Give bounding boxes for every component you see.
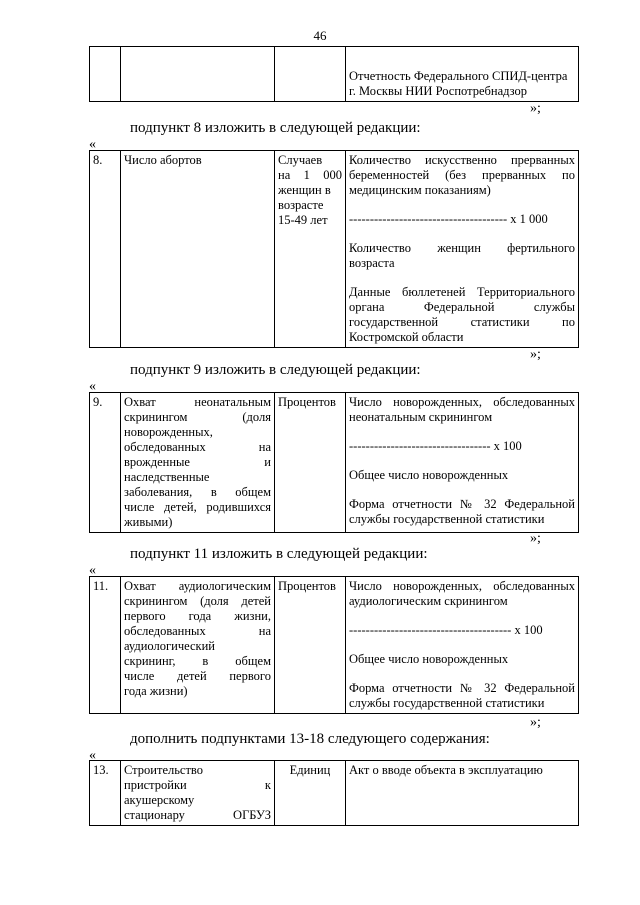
formula-line: Число новорожденных, обследованных: [349, 579, 575, 593]
source-line: Отчетность Федерального СПИД-центра: [349, 69, 568, 83]
row-number: 9.: [90, 393, 121, 533]
indicator-line: скринингом (доля: [124, 410, 271, 424]
formula-line: беременностей (без прерванных по: [349, 168, 575, 182]
indicator-line: Строительство: [124, 763, 204, 777]
indicator-line: живыми): [124, 515, 173, 529]
section-heading: подпункт 11 изложить в следующей редакции:: [130, 546, 428, 562]
formula-line: Общее число новорожденных: [349, 652, 509, 666]
source-line: органа Федеральной службы: [349, 300, 575, 314]
table-section-9: [89, 392, 579, 533]
indicator-line: скринингом (доля детей: [124, 594, 271, 608]
indicator-line: стационару ОГБУЗ: [124, 808, 271, 822]
indicator-line: акушерскому: [124, 793, 195, 807]
indicator-line: обследованных на: [124, 440, 271, 454]
open-quote: «: [89, 748, 96, 763]
source-line: Форма отчетности № 32 Федеральной: [349, 681, 575, 695]
section-heading: подпункт 9 изложить в следующей редакции:: [130, 362, 421, 378]
source-line: Форма отчетности № 32 Федеральной: [349, 497, 575, 511]
formula-line: Общее число новорожденных: [349, 468, 509, 482]
table-row: [90, 577, 579, 714]
formula-line: аудиологическим скринингом: [349, 594, 508, 608]
top-table: [89, 46, 579, 102]
indicator-line: Охват аудиологическим: [124, 579, 271, 593]
table-row: [90, 761, 579, 826]
indicator-line: аудиологический: [124, 639, 215, 653]
table-section-11: [89, 576, 579, 714]
formula-line: медицинским показаниям): [349, 183, 491, 197]
indicator-line: заболевания, в общем: [124, 485, 271, 499]
open-quote: «: [89, 563, 96, 578]
indicator-line: Охват неонатальным: [124, 395, 271, 409]
close-quote: »;: [530, 101, 541, 116]
formula-line: неонатальным скринингом: [349, 410, 493, 424]
page-number: 46: [313, 28, 327, 43]
formula-line: Количество женщин фертильного: [349, 241, 575, 255]
row-number: 11.: [90, 577, 121, 714]
indicator-line: скрининг, в общем: [124, 654, 271, 668]
indicator-line: первого года жизни,: [124, 609, 271, 623]
row-number: 8.: [90, 151, 121, 348]
close-quote: »;: [530, 715, 541, 730]
formula-line: Количество искусственно прерванных: [349, 153, 575, 167]
fraction-line: -------------------------------------- х 1 000: [349, 212, 548, 226]
open-quote: «: [89, 137, 96, 152]
indicator-line: Число абортов: [124, 153, 202, 167]
source-line: государственной статистики по: [349, 315, 575, 329]
fraction-line: ---------------------------------- х 100: [349, 439, 522, 453]
source-line: Данные бюллетеней Территориального: [349, 285, 575, 299]
indicator-line: обследованных на: [124, 624, 271, 638]
unit-line: женщин в: [278, 183, 331, 197]
table-row: [90, 393, 579, 533]
source-line: г. Москвы НИИ Роспотребнадзор: [349, 84, 527, 98]
source-line: Костромской области: [349, 330, 464, 344]
close-quote: »;: [530, 347, 541, 362]
unit-line: Процентов: [278, 395, 336, 409]
indicator-line: пристройки к: [124, 778, 271, 792]
formula-line: Число новорожденных, обследованных: [349, 395, 575, 409]
fraction-line: --------------------------------------- х 100: [349, 623, 543, 637]
unit-line: Случаев: [278, 153, 323, 167]
section-heading: подпункт 8 изложить в следующей редакции:: [130, 120, 421, 136]
unit-line: на 1 000: [278, 168, 342, 182]
close-quote: »;: [530, 531, 541, 546]
indicator-line: новорожденных,: [124, 425, 213, 439]
table-section-8: [89, 150, 579, 348]
indicator-line: врожденные и: [124, 455, 271, 469]
open-quote: «: [89, 379, 96, 394]
indicator-line: года жизни): [124, 684, 188, 698]
row-number: 13.: [90, 761, 121, 826]
unit-line: Процентов: [278, 579, 336, 593]
source-line: Акт о вводе объекта в эксплуатацию: [349, 763, 543, 777]
formula-line: возраста: [349, 256, 395, 270]
unit-line: возрасте: [278, 198, 324, 212]
unit-line: Единиц: [289, 763, 331, 777]
table-row: [90, 151, 579, 348]
indicator-line: числе детей первого: [124, 669, 271, 683]
table-row: [90, 47, 579, 102]
indicator-line: числе детей, родившихся: [124, 500, 271, 514]
section-heading: дополнить подпунктами 13-18 следующего содержания:: [130, 731, 490, 747]
table-section-13: [89, 760, 579, 826]
unit-line: 15-49 лет: [278, 213, 328, 227]
source-line: службы государственной статистики: [349, 696, 545, 710]
source-line: службы государственной статистики: [349, 512, 545, 526]
indicator-line: наследственные: [124, 470, 210, 484]
